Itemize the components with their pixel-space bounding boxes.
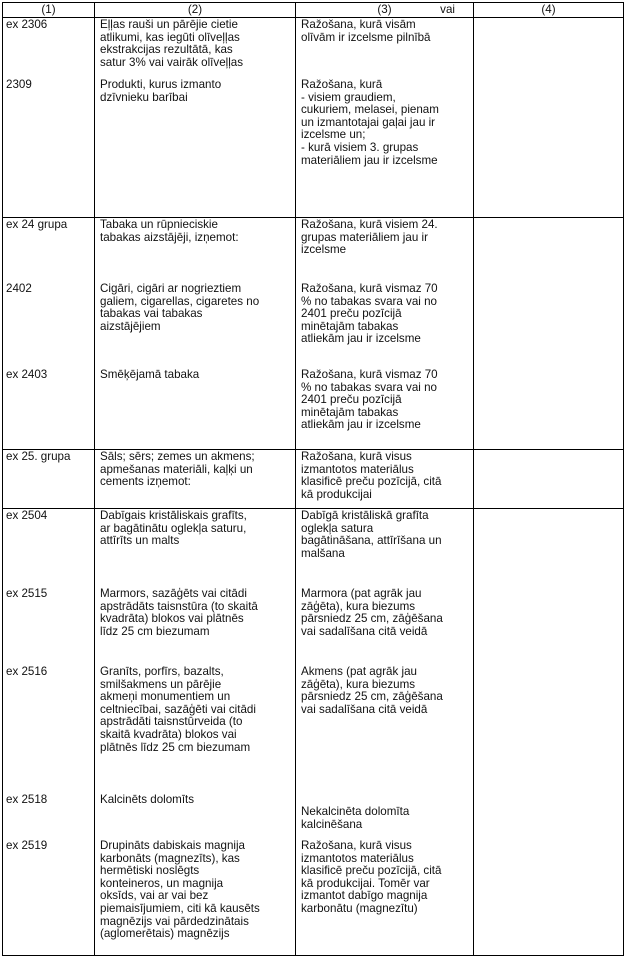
cell-col-3 [296,218,474,450]
heading-code: ex 2515 [6,587,48,600]
header-col-3-label: (3) [377,3,392,16]
heading-code: ex 2519 [6,839,48,852]
product-description: Dabīgais kristāliskais grafīts, ar bagātinātu oglekļa saturu, attīrīts un malts [100,509,247,548]
header-row [3,3,624,18]
product-description: Cigāri, cigāri ar nogrieztiem galiem, cigarellas, cigaretes no tabakas vai tabakas aizstājējiem [100,282,260,333]
heading-code: ex 2504 [6,509,48,522]
product-description: Tabaka un rūpnieciskie tabakas aizstājēji, izņemot: [100,218,239,244]
origin-condition: Ražošana, kurā vismaz 70 % no tabakas svara vai no 2401 preču pozīcijā minētajām tabakas atliekām jau ir izcelsme [301,368,438,432]
heading-code: 2402 [6,282,32,295]
header-col-4: (4) [474,3,624,18]
heading-code: ex 2518 [6,793,48,806]
product-description: Drupināts dabiskais magnija karbonāts (magnezīts), kas hermētiski noslēgts konteineros, un magnija oksīds, vai ar vai bez piemaisījumiem, citi kā kausēts magnēzijs vai pārdedzinātais (aglomerētais) magnēzijs [100,839,260,941]
header-col-2: (2) [95,3,296,18]
cell-col-3 [296,18,474,218]
header-vai-label: vai [440,3,455,16]
origin-condition: Ražošana, kurā visus izmantotos materiālus klasificē preču pozīcijā, citā kā produkcijai. Tomēr var izmantot dabīgo magnija karbonātu (magnezītu) [301,839,442,915]
header-col-1: (1) [3,3,95,18]
cell-col-3 [296,450,474,509]
product-description: Sāls; sērs; zemes un akmens; apmešanas materiāli, kaļķi un cements izņemot: [100,450,255,489]
table-row [3,218,624,450]
cell-col-2 [95,18,296,218]
origin-condition: Ražošana, kurā - visiem graudiem, cukuriem, melasei, pienam un izmantotajai gaļai jau ir izcelsme un; - kurā visiem 3. grupas materiāliem jau ir izcelsme [301,78,439,167]
table-row [3,18,624,218]
cell-col-1 [3,218,95,450]
product-description: Smēķējamā tabaka [100,368,200,381]
origin-condition: Akmens (pat agrāk jau zāģēta), kura biezums pārsniedz 25 cm, zāģēšana vai sadalīšana citā veidā [301,665,443,716]
product-description: Granīts, porfīrs, bazalts, smilšakmens un pārējie akmeņi monumentiem un celtniecībai, sazāģēti vai citādi apstrādāti taisnstūrveida (to skaitā kvadrāta) blokos vai plātnēs līdz 25 cm biezumam [100,665,256,754]
rules-of-origin-table [2,2,624,956]
heading-code: ex 2516 [6,665,48,678]
cell-col-4 [474,450,624,509]
origin-condition: Marmora (pat agrāk jau zāģēta), kura biezums pārsniedz 25 cm, zāģēšana vai sadalīšana citā veidā [301,587,443,638]
cell-col-2 [95,450,296,509]
table-body [3,18,624,956]
heading-code: ex 24 grupa [6,218,68,231]
product-description: Marmors, sazāģēts vai citādi apstrādāts taisnstūra (to skaitā kvadrāta) blokos vai plātnēs līdz 25 cm biezumam [100,587,258,638]
cell-col-4 [474,18,624,218]
origin-condition: Nekalcinēta dolomīta kalcinēšana [301,805,410,831]
heading-code: ex 25. grupa [6,450,71,463]
header-col-3 [296,3,474,18]
heading-code: 2309 [6,78,32,91]
origin-condition: Dabīgā kristāliskā grafīta oglekļa satura bagātināšana, attīrīšana un malšana [301,509,442,560]
origin-condition: Ražošana, kurā vismaz 70 % no tabakas svara vai no 2401 preču pozīcijā minētajām tabakas atliekām jau ir izcelsme [301,282,438,346]
cell-col-3 [296,509,474,956]
cell-col-4 [474,218,624,450]
cell-col-1 [3,450,95,509]
origin-condition: Ražošana, kurā visus izmantotos materiālus klasificē preču pozīcijā, citā kā produkcijai [301,450,442,501]
table-row [3,509,624,956]
heading-code: ex 2403 [6,368,48,381]
cell-col-2 [95,509,296,956]
product-description: Produkti, kurus izmanto dzīvnieku barībai [100,78,222,104]
cell-col-4 [474,509,624,956]
cell-col-1 [3,509,95,956]
origin-condition: Ražošana, kurā visām olīvām ir izcelsme pilnībā [301,18,431,44]
product-description: Kalcinēts dolomīts [100,793,195,806]
origin-condition: Ražošana, kurā visiem 24. grupas materiāliem jau ir izcelsme [301,218,438,257]
table-row [3,450,624,509]
product-description: Eļļas rauši un pārējie cietie atlikumi, kas iegūti olīveļļas ekstrakcijas rezultātā, kas satur 3% vai vairāk olīveļļas [100,18,244,69]
cell-col-2 [95,218,296,450]
heading-code: ex 2306 [6,18,48,31]
cell-col-1 [3,18,95,218]
